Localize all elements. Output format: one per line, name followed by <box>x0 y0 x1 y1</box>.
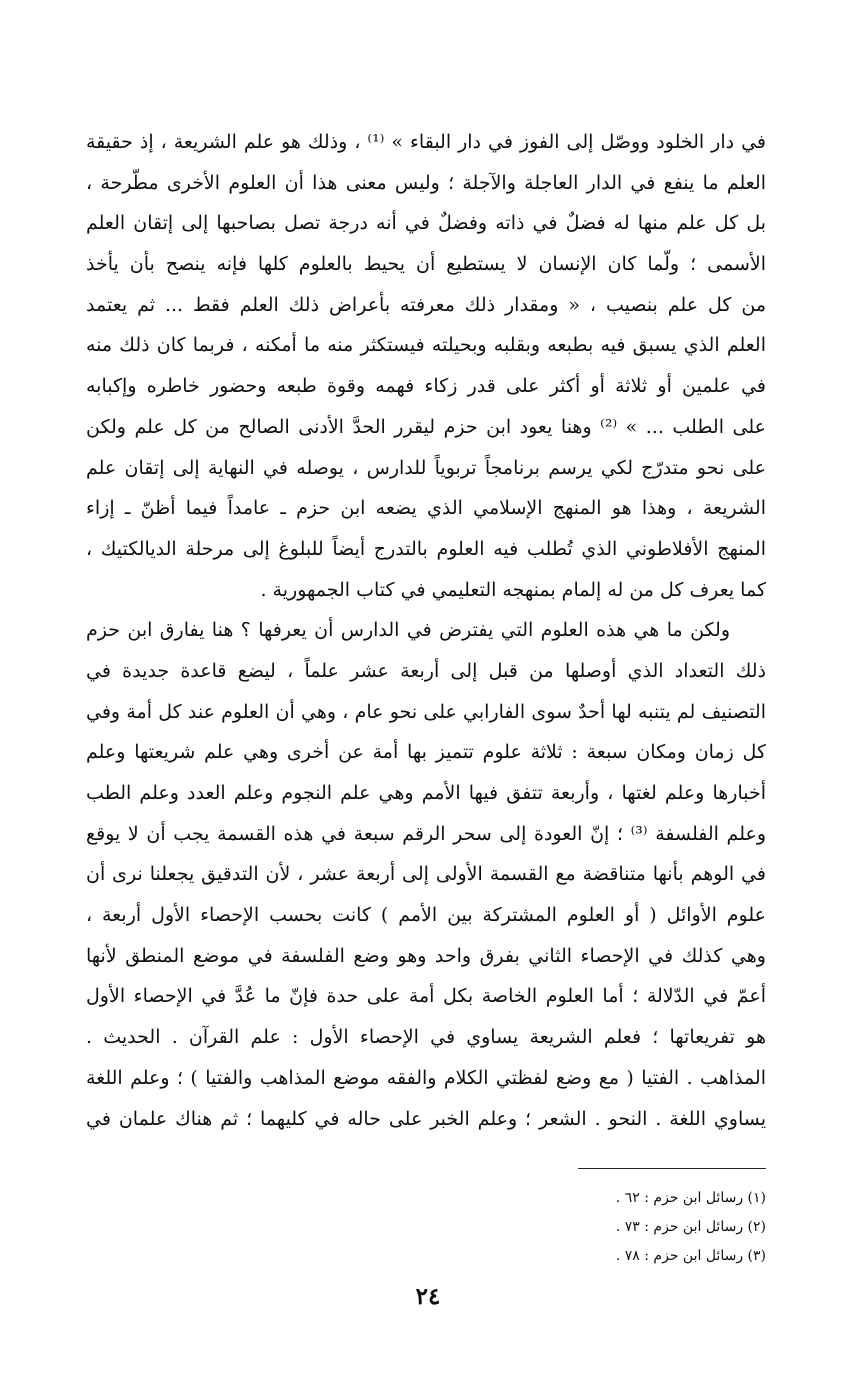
footnotes <box>86 1184 766 1271</box>
text-line: الشريعة ، وهذا هو المنهج الإسلامي الذي يضعه ابن حزم ـ عامداً فيما أظنّ ـ إزاء <box>86 497 766 520</box>
page-number: ٢٤ <box>415 1283 441 1310</box>
paragraph-first-line: ولكن ما هي هذه العلوم التي يفترض في الدارس أن يعرفها ؟ هنا يفارق ابن حزم <box>86 619 730 642</box>
text-line: التصنيف لم يتنبه لها أحدٌ سوى الفارابي على نحو عام ، وهي أن العلوم عند كل أمة وفي <box>86 700 766 723</box>
text-line: علوم الأوائل ( أو العلوم المشتركة بين الأمم ) كانت بحسب الإحصاء الأول أربعة ، <box>86 904 766 927</box>
text-line: بل كل علم منها له فضلٌ في ذاته وفضلٌ في أنه درجة تصل بصاحبها إلى إتقان العلم <box>86 212 766 235</box>
text-line: على الطلب ... » ⁽²⁾ وهنا يعود ابن حزم ليقرر الحدَّ الأدنى الصالح من كل علم ولكن <box>86 415 766 438</box>
text-line: على نحو متدرّج لكي يرسم برنامجاً تربوياً للدارس ، يوصله في النهاية إلى إتقان علم <box>86 456 766 479</box>
text-line: كل زمان ومكان سبعة : ثلاثة علوم تتميز بها أمة عن أخرى وهي علم شريعتها وعلم <box>86 741 766 764</box>
text-line: من كل علم بنصيب ، « ومقدار ذلك معرفته بأعراض ذلك العلم فقط ... ثم يعتمد <box>86 293 766 316</box>
text-line: المذاهب . الفتيا ( مع وضع لفظتي الكلام والفقه موضع المذاهب والفتيا ) ؛ وعلم اللغة <box>86 1066 766 1089</box>
text-line: العلم ما ينفع في الدار العاجلة والآجلة ؛ وليس معنى هذا أن العلوم الأخرى مطّرحة ، <box>86 171 766 194</box>
text-line: الأسمى ؛ ولّما كان الإنسان لا يستطيع أن يحيط بالعلوم كلها فإنه ينصح بأن يأخذ <box>86 253 766 276</box>
footnote: (٢) رسائل ابن حزم : ٧٣ . <box>615 1219 766 1235</box>
text-line: العلم الذي يسبق فيه بطبعه وبقلبه وبحيلته فيستكثر منه ما أمكنه ، فربما كان ذلك منه <box>86 334 766 357</box>
text-line: في علمين أو ثلاثة أو أكثر على قدر زكاء فهمه وقوة طبعه وحضور خاطره وإكبابه <box>86 375 766 398</box>
paragraph-last-line: كما يعرف كل من له إلمام بمنهجه التعليمي في كتاب الجمهورية . <box>260 578 766 601</box>
text-line: يساوي اللغة . النحو . الشعر ؛ وعلم الخبر على حاله في كليهما ؛ ثم هناك علمان في <box>86 1107 766 1130</box>
text-line: أعمّ في الدّلالة ؛ أما العلوم الخاصة بكل أمة على حدة فإنّ ما عُدَّ في الإحصاء الأول <box>86 985 766 1008</box>
text-line: هو تفريعاتها ؛ فعلم الشريعة يساوي في الإحصاء الأول : علم القرآن . الحديث . <box>86 1026 766 1049</box>
footnote-separator <box>578 1168 766 1169</box>
text-line: في الوهم بأنها متناقضة مع القسمة الأولى إلى أربعة عشر ، لأن التدقيق يجعلنا نرى أن <box>86 863 766 886</box>
text-line: ذلك التعداد الذي أوصلها من قبل إلى أربعة عشر علماً ، ليضع قاعدة جديدة في <box>86 659 766 682</box>
footnote: (٣) رسائل ابن حزم : ٧٨ . <box>615 1248 766 1264</box>
footnote: (١) رسائل ابن حزم : ٦٢ . <box>615 1190 766 1206</box>
text-line: وهي كذلك في الإحصاء الثاني بفرق واحد وهو وضع الفلسفة في موضع المنطق لأنها <box>86 944 766 967</box>
text-line: في دار الخلود ووصّل إلى الفوز في دار البقاء » ⁽¹⁾ ، وذلك هو علم الشريعة ، إذ حقيقة <box>86 131 766 153</box>
text-line: المنهج الأفلاطوني الذي تُطلب فيه العلوم بالتدرج أيضاً للبلوغ إلى مرحلة الديالكتيك ، <box>86 537 766 560</box>
main-text <box>86 122 766 1139</box>
text-line: أخبارها وعلم لغتها ، وأربعة تتفق فيها الأمم وهي علم النجوم وعلم العدد وعلم الطب <box>86 782 766 804</box>
text-line: وعلم الفلسفة ⁽³⁾ ؛ إنّ العودة إلى سحر الرقم سبعة في هذه القسمة يجب أن لا يوقع <box>86 822 766 845</box>
